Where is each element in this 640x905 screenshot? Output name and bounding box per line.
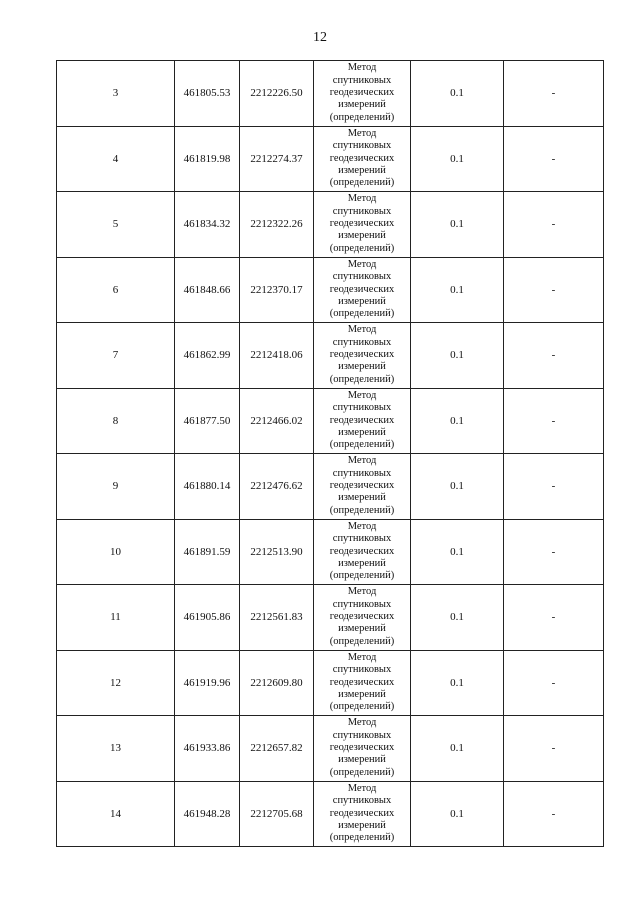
table-row — [57, 585, 604, 651]
accuracy-cell: 0.1 — [411, 519, 504, 585]
point-number-cell: 11 — [57, 585, 175, 651]
method-line: (определений) — [329, 832, 395, 844]
table-row — [57, 126, 604, 192]
method-line: Метод — [347, 455, 377, 467]
method-line: Метод — [347, 717, 377, 729]
method-line: Метод — [347, 193, 377, 205]
y-coordinate-cell: 2212370.17 — [240, 257, 314, 323]
x-coordinate-cell: 461805.53 — [175, 61, 240, 127]
method-line: спутниковых — [332, 533, 392, 545]
point-number-cell: 14 — [57, 781, 175, 847]
table-row — [57, 650, 604, 716]
method-line: измерений — [338, 164, 386, 176]
note-cell: - — [504, 388, 604, 454]
method-line: спутниковых — [332, 271, 392, 283]
method-line: измерений — [338, 99, 386, 111]
method-line: геодезических — [329, 545, 395, 557]
method-cell — [314, 323, 411, 389]
method-line: геодезических — [329, 742, 395, 754]
method-line: (определений) — [329, 701, 395, 713]
note-cell: - — [504, 585, 604, 651]
point-number-cell: 12 — [57, 650, 175, 716]
method-line: (определений) — [329, 766, 395, 778]
method-line: измерений — [338, 754, 386, 766]
note-cell: - — [504, 126, 604, 192]
method-line: геодезических — [329, 87, 395, 99]
note-cell: - — [504, 257, 604, 323]
method-cell — [314, 519, 411, 585]
method-line: геодезических — [329, 218, 395, 230]
method-line: измерений — [338, 230, 386, 242]
table-row — [57, 257, 604, 323]
method-line: спутниковых — [332, 729, 392, 741]
note-cell: - — [504, 192, 604, 258]
method-line: спутниковых — [332, 336, 392, 348]
method-line: Метод — [347, 651, 377, 663]
x-coordinate-cell: 461948.28 — [175, 781, 240, 847]
method-line: (определений) — [329, 308, 395, 320]
method-line: Метод — [347, 127, 377, 139]
point-number-cell: 8 — [57, 388, 175, 454]
method-line: спутниковых — [332, 205, 392, 217]
method-line: измерений — [338, 688, 386, 700]
point-number-cell: 5 — [57, 192, 175, 258]
table-row — [57, 61, 604, 127]
method-line: Метод — [347, 389, 377, 401]
accuracy-cell: 0.1 — [411, 323, 504, 389]
method-line: Метод — [347, 586, 377, 598]
table-row — [57, 323, 604, 389]
method-cell — [314, 585, 411, 651]
method-line: спутниковых — [332, 74, 392, 86]
point-number-cell: 10 — [57, 519, 175, 585]
method-line: Метод — [347, 258, 377, 270]
x-coordinate-cell: 461848.66 — [175, 257, 240, 323]
method-line: измерений — [338, 361, 386, 373]
method-line: (определений) — [329, 373, 395, 385]
table-row — [57, 454, 604, 520]
method-cell — [314, 388, 411, 454]
y-coordinate-cell: 2212476.62 — [240, 454, 314, 520]
method-cell — [314, 454, 411, 520]
method-line: геодезических — [329, 349, 395, 361]
method-cell — [314, 650, 411, 716]
note-cell: - — [504, 519, 604, 585]
method-line: геодезических — [329, 152, 395, 164]
note-cell: - — [504, 716, 604, 782]
method-line: Метод — [347, 520, 377, 532]
table-row — [57, 716, 604, 782]
method-line: спутниковых — [332, 467, 392, 479]
point-number-cell: 4 — [57, 126, 175, 192]
method-line: геодезических — [329, 807, 395, 819]
table-row — [57, 192, 604, 258]
y-coordinate-cell: 2212322.26 — [240, 192, 314, 258]
table-row — [57, 388, 604, 454]
method-cell — [314, 126, 411, 192]
method-line: спутниковых — [332, 664, 392, 676]
accuracy-cell: 0.1 — [411, 388, 504, 454]
x-coordinate-cell: 461891.59 — [175, 519, 240, 585]
x-coordinate-cell: 461905.86 — [175, 585, 240, 651]
method-line: (определений) — [329, 242, 395, 254]
method-line: спутниковых — [332, 402, 392, 414]
y-coordinate-cell: 2212466.02 — [240, 388, 314, 454]
coordinates-table-body — [57, 61, 604, 847]
method-line: измерений — [338, 557, 386, 569]
note-cell: - — [504, 323, 604, 389]
accuracy-cell: 0.1 — [411, 781, 504, 847]
x-coordinate-cell: 461862.99 — [175, 323, 240, 389]
method-line: Метод — [347, 324, 377, 336]
x-coordinate-cell: 461919.96 — [175, 650, 240, 716]
y-coordinate-cell: 2212274.37 — [240, 126, 314, 192]
point-number-cell: 9 — [57, 454, 175, 520]
y-coordinate-cell: 2212705.68 — [240, 781, 314, 847]
y-coordinate-cell: 2212657.82 — [240, 716, 314, 782]
method-line: измерений — [338, 426, 386, 438]
method-line: измерений — [338, 819, 386, 831]
method-cell — [314, 192, 411, 258]
table-row — [57, 781, 604, 847]
x-coordinate-cell: 461819.98 — [175, 126, 240, 192]
method-line: измерений — [338, 295, 386, 307]
accuracy-cell: 0.1 — [411, 126, 504, 192]
method-line: спутниковых — [332, 795, 392, 807]
method-line: геодезических — [329, 480, 395, 492]
accuracy-cell: 0.1 — [411, 257, 504, 323]
method-line: (определений) — [329, 439, 395, 451]
method-cell — [314, 61, 411, 127]
point-number-cell: 6 — [57, 257, 175, 323]
x-coordinate-cell: 461880.14 — [175, 454, 240, 520]
page-number: 12 — [313, 30, 327, 45]
y-coordinate-cell: 2212609.80 — [240, 650, 314, 716]
method-line: геодезических — [329, 676, 395, 688]
y-coordinate-cell: 2212418.06 — [240, 323, 314, 389]
method-line: (определений) — [329, 635, 395, 647]
point-number-cell: 7 — [57, 323, 175, 389]
method-cell — [314, 781, 411, 847]
method-line: измерений — [338, 623, 386, 635]
note-cell: - — [504, 454, 604, 520]
accuracy-cell: 0.1 — [411, 585, 504, 651]
x-coordinate-cell: 461834.32 — [175, 192, 240, 258]
y-coordinate-cell: 2212226.50 — [240, 61, 314, 127]
x-coordinate-cell: 461933.86 — [175, 716, 240, 782]
table-row — [57, 519, 604, 585]
method-line: (определений) — [329, 504, 395, 516]
accuracy-cell: 0.1 — [411, 454, 504, 520]
method-line: спутниковых — [332, 598, 392, 610]
method-line: Метод — [347, 782, 377, 794]
point-number-cell: 13 — [57, 716, 175, 782]
accuracy-cell: 0.1 — [411, 192, 504, 258]
x-coordinate-cell: 461877.50 — [175, 388, 240, 454]
note-cell: - — [504, 61, 604, 127]
method-cell — [314, 257, 411, 323]
method-line: Метод — [347, 62, 377, 74]
method-line: геодезических — [329, 283, 395, 295]
y-coordinate-cell: 2212513.90 — [240, 519, 314, 585]
method-cell — [314, 716, 411, 782]
accuracy-cell: 0.1 — [411, 716, 504, 782]
method-line: спутниковых — [332, 140, 392, 152]
method-line: геодезических — [329, 414, 395, 426]
accuracy-cell: 0.1 — [411, 650, 504, 716]
note-cell: - — [504, 781, 604, 847]
method-line: (определений) — [329, 111, 395, 123]
method-line: (определений) — [329, 570, 395, 582]
method-line: (определений) — [329, 177, 395, 189]
note-cell: - — [504, 650, 604, 716]
y-coordinate-cell: 2212561.83 — [240, 585, 314, 651]
method-line: геодезических — [329, 611, 395, 623]
accuracy-cell: 0.1 — [411, 61, 504, 127]
method-line: измерений — [338, 492, 386, 504]
coordinates-table — [56, 60, 604, 847]
point-number-cell: 3 — [57, 61, 175, 127]
